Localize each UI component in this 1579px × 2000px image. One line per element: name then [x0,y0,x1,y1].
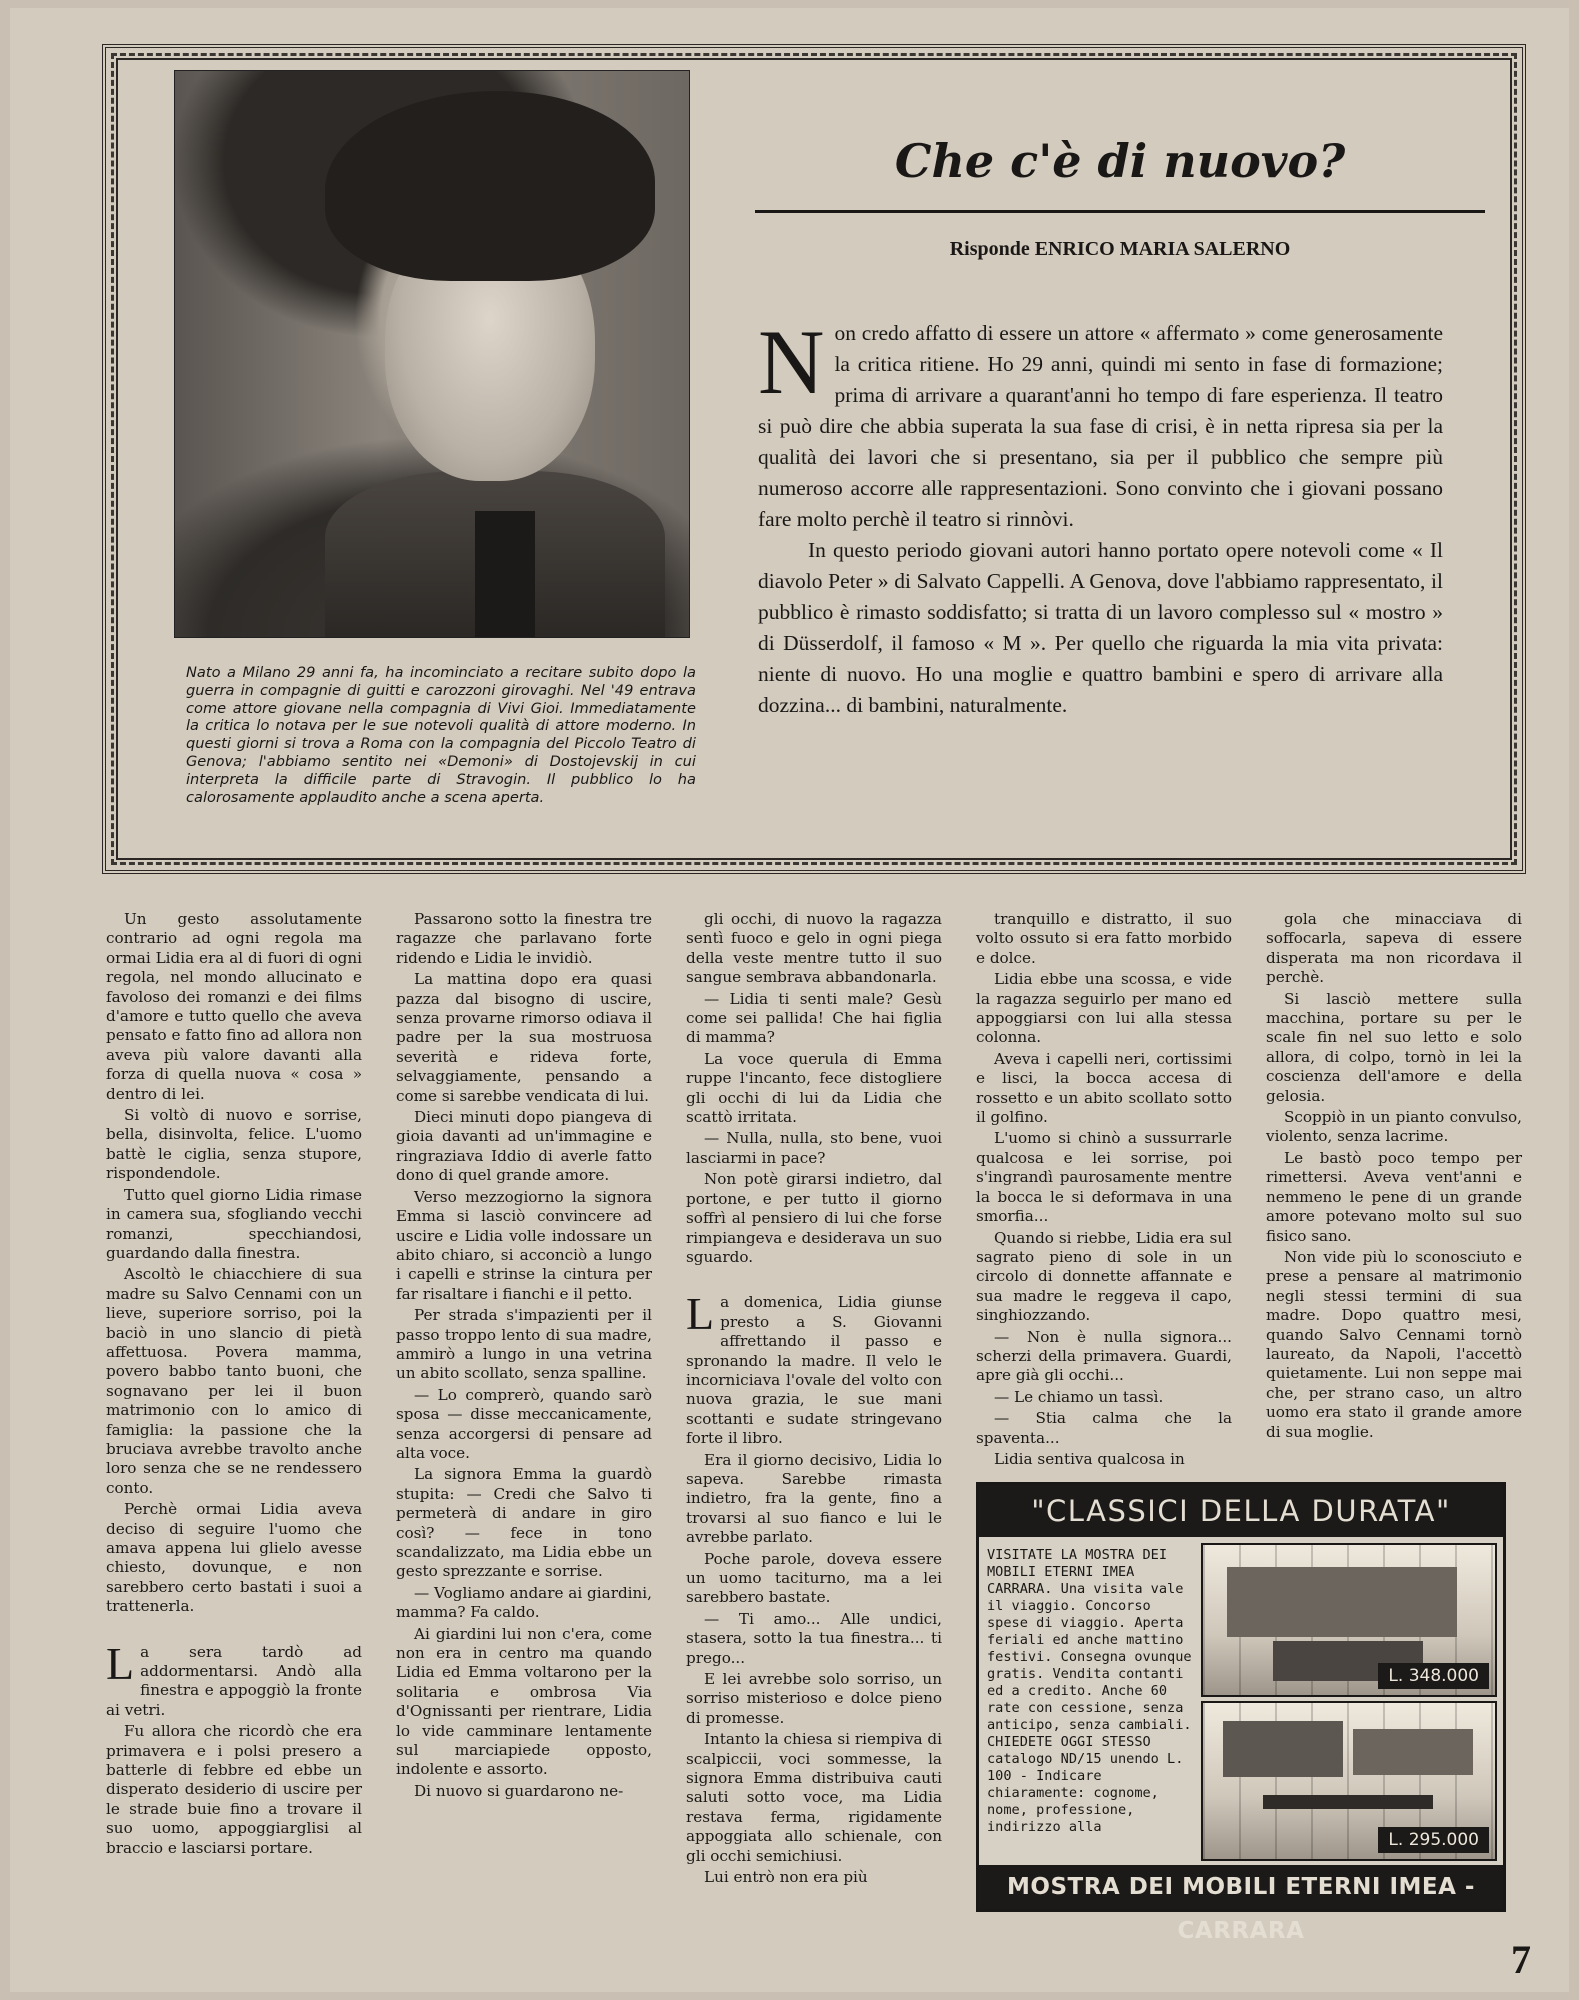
story-paragraph: Di nuovo si guardarono ne- [414,1781,624,1800]
story-paragraph: — Le chiamo un tassì. [994,1387,1164,1406]
bedroom-furniture-image [1201,1543,1497,1697]
story-paragraph: Si voltò di nuovo e sorrise, bella, disinvolta, felice. L'uomo battè le ciglia, senza stupore, rispondendole. [106,1106,362,1183]
story-column-4 [976,910,1232,1471]
story-paragraph: — Stia calma che la spaventa... [976,1409,1232,1447]
story-paragraph: Tutto quel giorno Lidia rimase in camera sua, sfogliando vecchi romanzi, specchiandosi, guardando dalla finestra. [106,1185,362,1262]
story-column-3 [686,910,942,1890]
story-paragraph: — Non è nulla signora... scherzi della primavera. Guardi, apre già gli occhi... [976,1327,1232,1385]
story-paragraph: Perchè ormai Lidia aveva deciso di seguire l'uomo che amava appena lui glielo avesse chiesto, dovunque, e non sarebbero certo bastati i suoi a trattenerla. [106,1500,362,1616]
dining-furniture-image [1201,1701,1497,1861]
price-tag: L. 348.000 [1378,1663,1489,1689]
story-column-5 [1266,910,1522,1444]
drop-cap: N [758,311,825,413]
story-paragraph: Per strada s'impazienti per il passo troppo lento di sua madre, ammirò a lungo in una vetrina un abito scollato, senza spalline. [396,1306,652,1383]
page-title: Che c'è di nuovo? [755,134,1485,213]
story-paragraph: E lei avrebbe solo sorriso, un sorriso misterioso e dolce pieno di promesse. [686,1670,942,1727]
story-paragraph: — Vogliamo andare ai giardini, mamma? Fa caldo. [396,1583,652,1622]
story-paragraph: — Lo comprerò, quando sarò sposa — disse meccanicamente, senza accorgersi di pensare ad alta voce. [396,1385,652,1462]
story-paragraph: La voce querula di Emma ruppe l'incanto, fece distogliere gli occhi di lui da Lidia che scattò irritata. [686,1049,942,1127]
furniture-advertisement [976,1482,1506,1944]
story-paragraph: Un gesto assolutamente contrario ad ogni regola ma ormai Lidia era al di fuori di ogni regola, nel mondo allucinato e favoloso dei romanzi e dei films d'amore e tutto quello che aveva pensato e fatto fino ad allora non aveva più valore davanti alla forza di quella nuova « cosa » dentro di lei. [106,910,362,1103]
wardrobe-shape [1227,1567,1457,1637]
story-text: a domenica, Lidia giunse presto a S. Giovanni affrettando il passo e spronando la madre. Il velo le incorniciava l'ovale del volto con nuova grazia, le sue mani scottanti e sudate stringevano forte il libro. [686,1293,942,1448]
story-paragraph: Non potè girarsi indietro, dal portone, e per tutto il giorno soffrì al pensiero di lui che forse rimpiangeva e desiderava un suo sguardo. [686,1170,942,1266]
story-paragraph: Lidia ebbe una scossa, e vide la ragazza seguirlo per mano ed appoggiarsi con lui alla stessa colonna. [976,970,1232,1047]
photo-hair [325,91,655,281]
story-paragraph: Intanto la chiesa si riempiva di scalpiccii, voci sommesse, la signora Emma distribuiva cauti saluti sotto voce, ma Lidia restava ferma, rigidamente appoggiata allo schienale, con gli occhi semichiusi. [686,1730,942,1865]
interview-paragraph: In questo periodo giovani autori hanno portato opere notevoli come « Il diavolo Peter » di Salvato Cappelli. A Genova, dove l'abbiamo rappresentato, il pubblico è rimasto soddisfatto; si tratta di un lavoro complesso sul « mostro » di Düsserdolf, il famoso « M ». Per quello che riguarda la mia vita privata: niente di nuovo. Ho una moglie e quattro bambini e spero di arrivare alla dozzina... di bambini, naturalmente. [758,538,1443,717]
price-tag: L. 295.000 [1378,1827,1489,1853]
story-paragraph: Quando si riebbe, Lidia era sul sagrato pieno di sole in un circolo di donnette affannate e sua madre le reggeva il capo, singhiozzando. [976,1228,1232,1325]
story-paragraph: Si lasciò mettere sulla macchina, portare su per le scale fin nel suo letto e solo allora, di colpo, tornò in lei la coscienza dell'amore e della gelosia. [1266,989,1522,1105]
ad-footer: MOSTRA DEI MOBILI ETERNI IMEA - CARRARA [979,1865,1503,1909]
drop-cap: L [686,1288,715,1340]
sideboard-shape [1223,1721,1343,1777]
story-paragraph: — Lidia ti senti male? Gesù come sei pallida! Che hai figlia di mamma? [686,989,942,1047]
byline: Risponde ENRICO MARIA SALERNO [949,238,1291,260]
story-paragraph: Le bastò poco tempo per rimettersi. Aveva vent'anni e nemmeno le pene di un grande amore potevano molto sul suo fisico sano. [1266,1148,1522,1245]
interview-p1: on credo affatto di essere un attore « affermato » come generosamente la critica ritiene. Ho 29 anni, quindi mi sento in fase di formazione; prima di arrivare a quarant'anni ho tempo di fare esperienza. Il teatro si può dire che abbia superata la sua fase di crisi, è in netta ripresa sia per la qualità dei lavori che si presentano, sia per il pubblico che sempre più numeroso accorre alle rappresentazioni. Sono convinto che i giovani possano fare molto perchè il teatro si rinnòvi. [758,321,1443,531]
story-paragraph: gola che minacciava di soffocarla, sapeva di essere disperata ma non ricordava il perchè. [1266,910,1522,987]
story-paragraph: Ascoltò le chiacchiere di sua madre su Salvo Cennami con un lieve, superiore sorriso, poi la baciò in uno slancio di pietà affettuosa. Povera mamma, povero babbo tanto buoni, che sognavano per lei il buon matrimonio con lo amico di famiglia: la passione che la bruciava avrebbe travolto anche loro senza che se ne rendessero conto. [106,1265,362,1497]
ad-text: VISITATE LA MOSTRA DEI MOBILI ETERNI IMEA CARRARA. Una visita vale il viaggio. Concorso spese di viaggio. Aperta feriali ed anche mattino festivi. Consegna ovunque gratis. Vendita contanti ed a credito. Anche 60 rate con cessione, senza anticipo, senza cambiali. CHIEDETE OGGI STESSO catalogo ND/15 unendo L. 100 - Indicare chiaramente: cognome, nome, professione, indirizzo alla [987,1547,1192,1835]
story-paragraph: — Nulla, nulla, sto bene, vuoi lasciarmi in pace? [686,1129,942,1167]
ad-title: "CLASSICI DELLA DURATA" [979,1485,1503,1537]
interview-text [758,311,1443,721]
photo-caption: Nato a Milano 29 anni fa, ha incominciato a recitare subito dopo la guerra in compagnie di guitti e carozzoni girovaghi. Nel '49 entrava come attore giovane nella compagnia di Vivi Gioi. Immediatamente la critica lo notava per le sue notevoli qualità di attore moderno. In questi giorni si trova a Roma con la compagnia del Piccolo Teatro di Genova; l'abbiamo sentito nei «Demoni» di Dostojevskij in cui interpreta la difficile parte di Stravogin. Il pubblico lo ha calorosamente applaudito anche a scena aperta. [186,664,696,806]
photo-tie [475,511,535,637]
story-paragraph: tranquillo e distratto, il suo volto ossuto si era fatto morbido e dolce. [976,910,1232,967]
story-paragraph: Dieci minuti dopo piangeva di gioia davanti ad un'immagine e ringraziava Iddio di averle fatto dono di quel grande amore. [396,1108,652,1185]
story-paragraph: Verso mezzogiorno la signora Emma si lasciò convincere ad uscire e Lidia volle indossare un abito chiaro, si acconciò a lungo i capelli e strinse la cintura per far risaltare i fianchi e il petto. [396,1187,652,1303]
story-paragraph: Scoppiò in un pianto convulso, violento, senza lacrime. [1266,1108,1522,1146]
story-paragraph: L'uomo si chinò a sussurrarle qualcosa e lei sorrise, poi s'ingrandì paurosamente mentre la bocca le si deformava in una smorfia... [976,1129,1232,1226]
story-paragraph: Era il giorno decisivo, Lidia lo sapeva. Sarebbe rimasta indietro, fra la gente, fino a trovarsi al suo fianco e lui le avrebbe parlato. [686,1450,942,1547]
story-paragraph [686,1288,942,1448]
story-paragraph: Lidia sentiva qualcosa in [994,1449,1185,1468]
story-paragraph: Fu allora che ricordò che era primavera e i polsi presero a batterle di febbre ed ebbe un disperato desiderio di uscire per le strade buie fino a trovare il suo uomo, appoggiarglisi al braccio e lasciarsi portare. [106,1722,362,1857]
drop-cap: L [106,1637,135,1689]
story-paragraph: — Ti amo... Alle undici, stasera, sotto la tua finestra... ti prego... [686,1609,942,1667]
portrait-photo [174,70,690,638]
story-text: a sera tardò ad addormentarsi. Andò alla finestra e appoggiò la fronte ai vetri. [106,1642,362,1719]
story-paragraph: gli occhi, di nuovo la ragazza sentì fuoco e gelo in ogni piega della veste mentre tutto il suo sangue sembrava abbandonarla. [686,910,942,987]
page-number: 7 [1511,1937,1531,1982]
interview-paragraph [758,311,1443,535]
story-paragraph: La mattina dopo era quasi pazza dal bisogno di uscire, senza provarne rimorso odiava il padre per la sua mostruosa severità e rideva forte, selvaggiamente, pensando a come si sarebbe vendicata di lui. [396,970,652,1105]
table-shape [1263,1795,1433,1809]
magazine-page [10,8,1569,1992]
story-paragraph [106,1637,362,1721]
story-paragraph: Lui entrò non era più [704,1868,868,1887]
story-paragraph: Ai giardini lui non c'era, come non era in centro ma quando Lidia ed Emma voltarono per la solitaria e ombrosa Via d'Ognissanti per rientrare, Lidia lo vide camminare lentamente sul marciapiede opposto, indolente e assorto. [396,1624,652,1779]
story-paragraph: Non vide più lo sconosciuto e prese a pensare al matrimonio negli stessi termini di sua madre. Dopo quattro mesi, quando Salvo Cennami tornò laureato, da Napoli, l'accettò quietamente. Lui non seppe mai che, per strano caso, un altro uomo era stato il grande amore di sua moglie. [1266,1247,1522,1441]
story-column-1 [106,910,362,1860]
story-paragraph: La signora Emma la guardò stupita: — Credi che Salvo ti permeterà di andare in giro così? — fece in tono scandalizzato, ma Lidia ebbe un gesto sprezzante e sorrise. [396,1465,652,1581]
story-paragraph: Poche parole, doveva essere un uomo taciturno, ma a lei sarebbero bastate. [686,1549,942,1607]
cabinet-shape [1353,1729,1473,1775]
story-paragraph: Passarono sotto la finestra tre ragazze che parlavano forte ridendo e Lidia le invidiò. [396,910,652,967]
story-paragraph: Aveva i capelli neri, cortissimi e lisci, la bocca accesa di rossetto e un abito scollato sotto il golfino. [976,1049,1232,1127]
story-column-2 [396,910,652,1803]
